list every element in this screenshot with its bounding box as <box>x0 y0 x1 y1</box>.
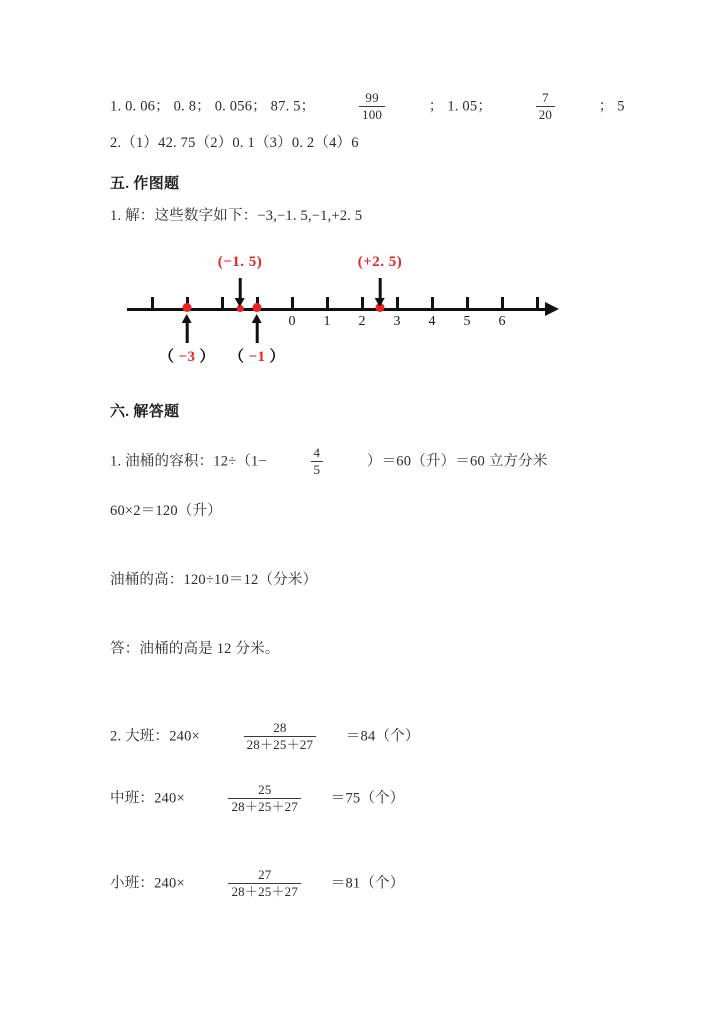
fraction-numerator: 7 <box>542 90 549 105</box>
problem-1-prefix: 1. 油桶的容积：12÷（1− <box>110 453 267 470</box>
arrow-down-icon <box>379 278 382 299</box>
plot-point-minus-1 <box>253 303 262 312</box>
section-heading-six: 六. 解答题 <box>110 404 180 420</box>
axis-tick <box>326 297 329 308</box>
fraction-denominator: 100 <box>359 106 385 122</box>
fraction-denominator: 28＋25＋27 <box>228 798 301 814</box>
axis-tick-label-0: 0 <box>288 314 296 329</box>
fraction-numerator: 28 <box>273 720 287 735</box>
section-heading-five: 五. 作图题 <box>110 176 180 192</box>
number-line-figure <box>110 252 570 367</box>
axis-tick <box>396 297 399 308</box>
problem-1-line-3: 油桶的高：120÷10＝12（分米） <box>110 572 318 588</box>
fraction-4-5 <box>311 446 324 476</box>
axis-tick-label-3: 3 <box>393 314 401 329</box>
paren-close: ） <box>199 349 216 365</box>
row-prefix: 小班：240× <box>110 875 185 892</box>
problem-2-row-big-class <box>110 722 420 752</box>
fraction-27-over-sum <box>228 868 301 898</box>
fraction-denominator: 28＋25＋27 <box>244 736 317 752</box>
fraction-denominator: 5 <box>311 461 324 477</box>
axis-tick <box>501 297 504 308</box>
fraction-25-over-sum <box>228 783 301 813</box>
callout-minus-1-5: (−1. 5) <box>217 254 263 270</box>
section-six-problem-1 <box>110 447 548 477</box>
row-suffix: ＝81（个） <box>330 875 405 892</box>
axis-tick <box>466 297 469 308</box>
axis-tick-label-2: 2 <box>358 314 366 329</box>
axis-tick-label-5: 5 <box>463 314 471 329</box>
section-five-problem-1: 1. 解：这些数字如下：−3,−1. 5,−1,+2. 5 <box>110 208 363 224</box>
callout-value: −1 <box>248 349 266 365</box>
fraction-numerator: 25 <box>258 782 272 797</box>
fraction-numerator: 27 <box>258 867 272 882</box>
callout-minus-1 <box>229 345 285 366</box>
answer-line-1-middle: ； 1. 05； <box>428 98 493 115</box>
plot-point-minus-3 <box>183 303 192 312</box>
axis-arrow-icon <box>545 302 559 316</box>
fraction-28-over-sum <box>244 721 317 751</box>
fraction-numerator: 99 <box>365 90 379 105</box>
row-suffix: ＝84（个） <box>345 728 420 745</box>
answer-line-1-prefix: 1. 0. 06； 0. 8； 0. 056； 87. 5； <box>110 98 316 115</box>
axis-tick <box>291 297 294 308</box>
axis-tick <box>431 297 434 308</box>
axis-tick-label-6: 6 <box>498 314 506 329</box>
fraction-7-20 <box>536 91 555 121</box>
callout-value: −3 <box>178 349 196 365</box>
row-prefix: 2. 大班：240× <box>110 728 200 745</box>
fraction-99-100 <box>359 91 385 121</box>
problem-2-row-small-class <box>110 869 404 899</box>
axis-tick-label-4: 4 <box>428 314 436 329</box>
axis-tick <box>151 297 154 308</box>
fraction-denominator: 28＋25＋27 <box>228 883 301 899</box>
problem-2-row-middle-class <box>110 784 404 814</box>
answer-line-1 <box>110 92 625 122</box>
answer-line-2: 2.（1）42. 75（2）0. 1（3）0. 2（4）6 <box>110 135 359 151</box>
paren-close: ） <box>269 349 286 365</box>
problem-1-answer: 答：油桶的高是 12 分米。 <box>110 641 280 657</box>
fraction-numerator: 4 <box>313 445 321 460</box>
paren-open: （ <box>228 349 245 365</box>
problem-1-suffix: ）＝60（升）＝60 立方分米 <box>366 453 548 470</box>
paren-open: （ <box>158 349 175 365</box>
axis-tick <box>536 297 539 308</box>
callout-minus-3 <box>159 345 215 366</box>
arrow-up-icon <box>186 322 189 343</box>
axis-tick-label-1: 1 <box>323 314 331 329</box>
callout-plus-2-5: (+2. 5) <box>357 254 403 270</box>
answer-line-1-tail: ； 5 <box>598 98 625 115</box>
problem-1-line-2: 60×2＝120（升） <box>110 503 222 519</box>
axis-tick <box>361 297 364 308</box>
arrow-down-icon <box>239 278 242 299</box>
fraction-denominator: 20 <box>536 106 555 122</box>
row-suffix: ＝75（个） <box>330 790 405 807</box>
axis-tick <box>221 297 224 308</box>
row-prefix: 中班：240× <box>110 790 185 807</box>
arrow-up-icon <box>256 322 259 343</box>
